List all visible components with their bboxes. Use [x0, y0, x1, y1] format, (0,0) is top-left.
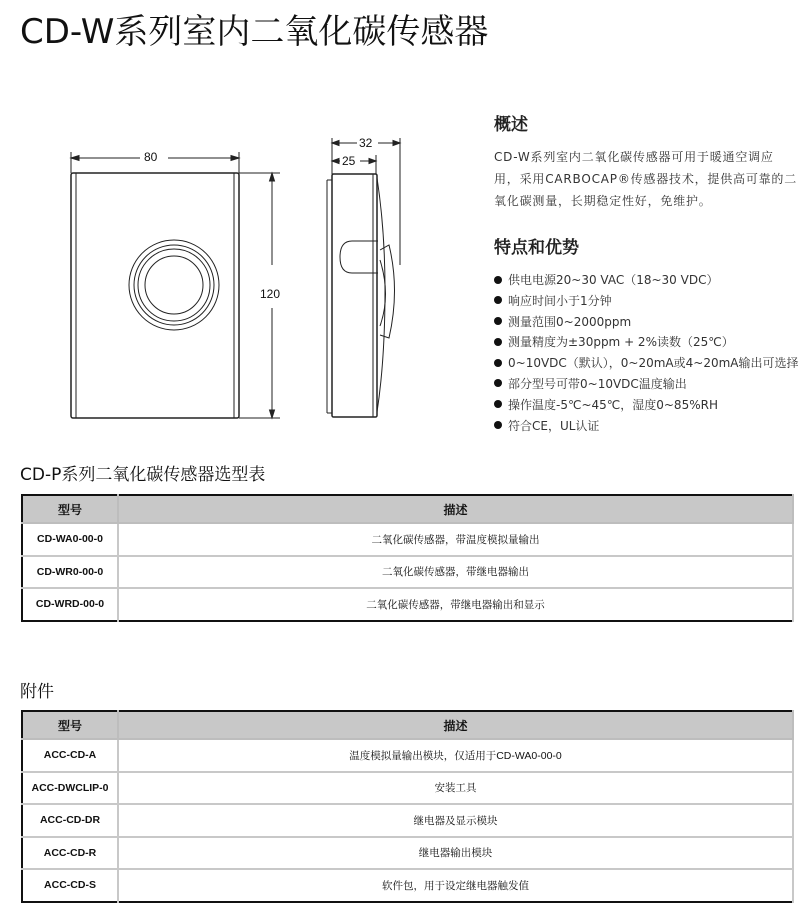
accessories-heading: 附件: [20, 682, 54, 702]
bullet-icon: [494, 296, 502, 304]
model-cell: ACC-CD-R: [22, 837, 118, 870]
bullet-icon: [494, 379, 502, 387]
model-cell: ACC-CD-S: [22, 869, 118, 902]
table-row: [22, 804, 793, 837]
model-cell: ACC-DWCLIP-0: [22, 772, 118, 805]
bullet-icon: [494, 317, 502, 325]
column-header-model: 型号: [22, 711, 118, 739]
table-header-row: [22, 711, 793, 739]
description-cell: 二氧化碳传感器，带继电器输出和显示: [118, 588, 793, 621]
feature-item: 部分型号可带0~10VDC温度输出: [494, 374, 799, 395]
column-header-description: 描述: [118, 711, 793, 739]
feature-item: 响应时间小于1分钟: [494, 291, 799, 312]
front-view: [71, 152, 280, 418]
table-header-row: [22, 495, 793, 523]
table-row: [22, 869, 793, 902]
description-cell: 二氧化碳传感器，带温度模拟量输出: [118, 523, 793, 556]
overview-heading: 概述: [494, 115, 528, 135]
bullet-icon: [494, 359, 502, 367]
table-row: [22, 739, 793, 772]
model-cell: CD-WR0-00-0: [22, 556, 118, 589]
description-cell: 温度模拟量输出模块，仅适用于CD-WA0-00-0: [118, 739, 793, 772]
accessories-table: [21, 710, 794, 903]
bullet-icon: [494, 338, 502, 346]
page-title: CD-W系列室内二氧化碳传感器: [20, 12, 489, 52]
bullet-icon: [494, 400, 502, 408]
description-cell: 二氧化碳传感器，带继电器输出: [118, 556, 793, 589]
description-cell: 继电器及显示模块: [118, 804, 793, 837]
feature-item: 测量范围0~2000ppm: [494, 312, 799, 333]
model-cell: ACC-CD-DR: [22, 804, 118, 837]
table-row: [22, 556, 793, 589]
selection-table: [21, 494, 794, 622]
bullet-icon: [494, 276, 502, 284]
model-cell: ACC-CD-A: [22, 739, 118, 772]
feature-item: 测量精度为±30ppm + 2%读数（25℃）: [494, 332, 799, 353]
feature-item: 0~10VDC（默认），0~20mA或4~20mA输出可选择: [494, 353, 799, 374]
side-view: [327, 138, 400, 417]
dim-width: 80: [144, 150, 158, 164]
description-cell: 软件包，用于设定继电器触发值: [118, 869, 793, 902]
table-row: [22, 837, 793, 870]
table-row: [22, 772, 793, 805]
model-cell: CD-WRD-00-0: [22, 588, 118, 621]
feature-item: 操作温度-5℃~45℃，湿度0~85%RH: [494, 395, 799, 416]
model-cell: CD-WA0-00-0: [22, 523, 118, 556]
table-row: [22, 588, 793, 621]
dim-total-depth: 32: [359, 136, 373, 150]
bullet-icon: [494, 421, 502, 429]
features-list: [494, 270, 799, 436]
column-header-description: 描述: [118, 495, 793, 523]
selection-table-heading: CD-P系列二氧化碳传感器选型表: [20, 465, 266, 485]
description-cell: 安装工具: [118, 772, 793, 805]
dim-body-depth: 25: [342, 154, 356, 168]
feature-item: 供电电源20~30 VAC（18~30 VDC）: [494, 270, 799, 291]
dim-height: 120: [260, 287, 281, 301]
overview-text: CD-W系列室内二氧化碳传感器可用于暖通空调应用，采用CARBOCAP®传感器技术，提供高可靠的二氧化碳测量，长期稳定性好，免维护。: [494, 150, 798, 208]
column-header-model: 型号: [22, 495, 118, 523]
features-heading: 特点和优势: [494, 238, 579, 258]
feature-item: 符合CE，UL认证: [494, 416, 799, 437]
description-cell: 继电器输出模块: [118, 837, 793, 870]
table-row: [22, 523, 793, 556]
dimension-drawing: [40, 130, 410, 430]
